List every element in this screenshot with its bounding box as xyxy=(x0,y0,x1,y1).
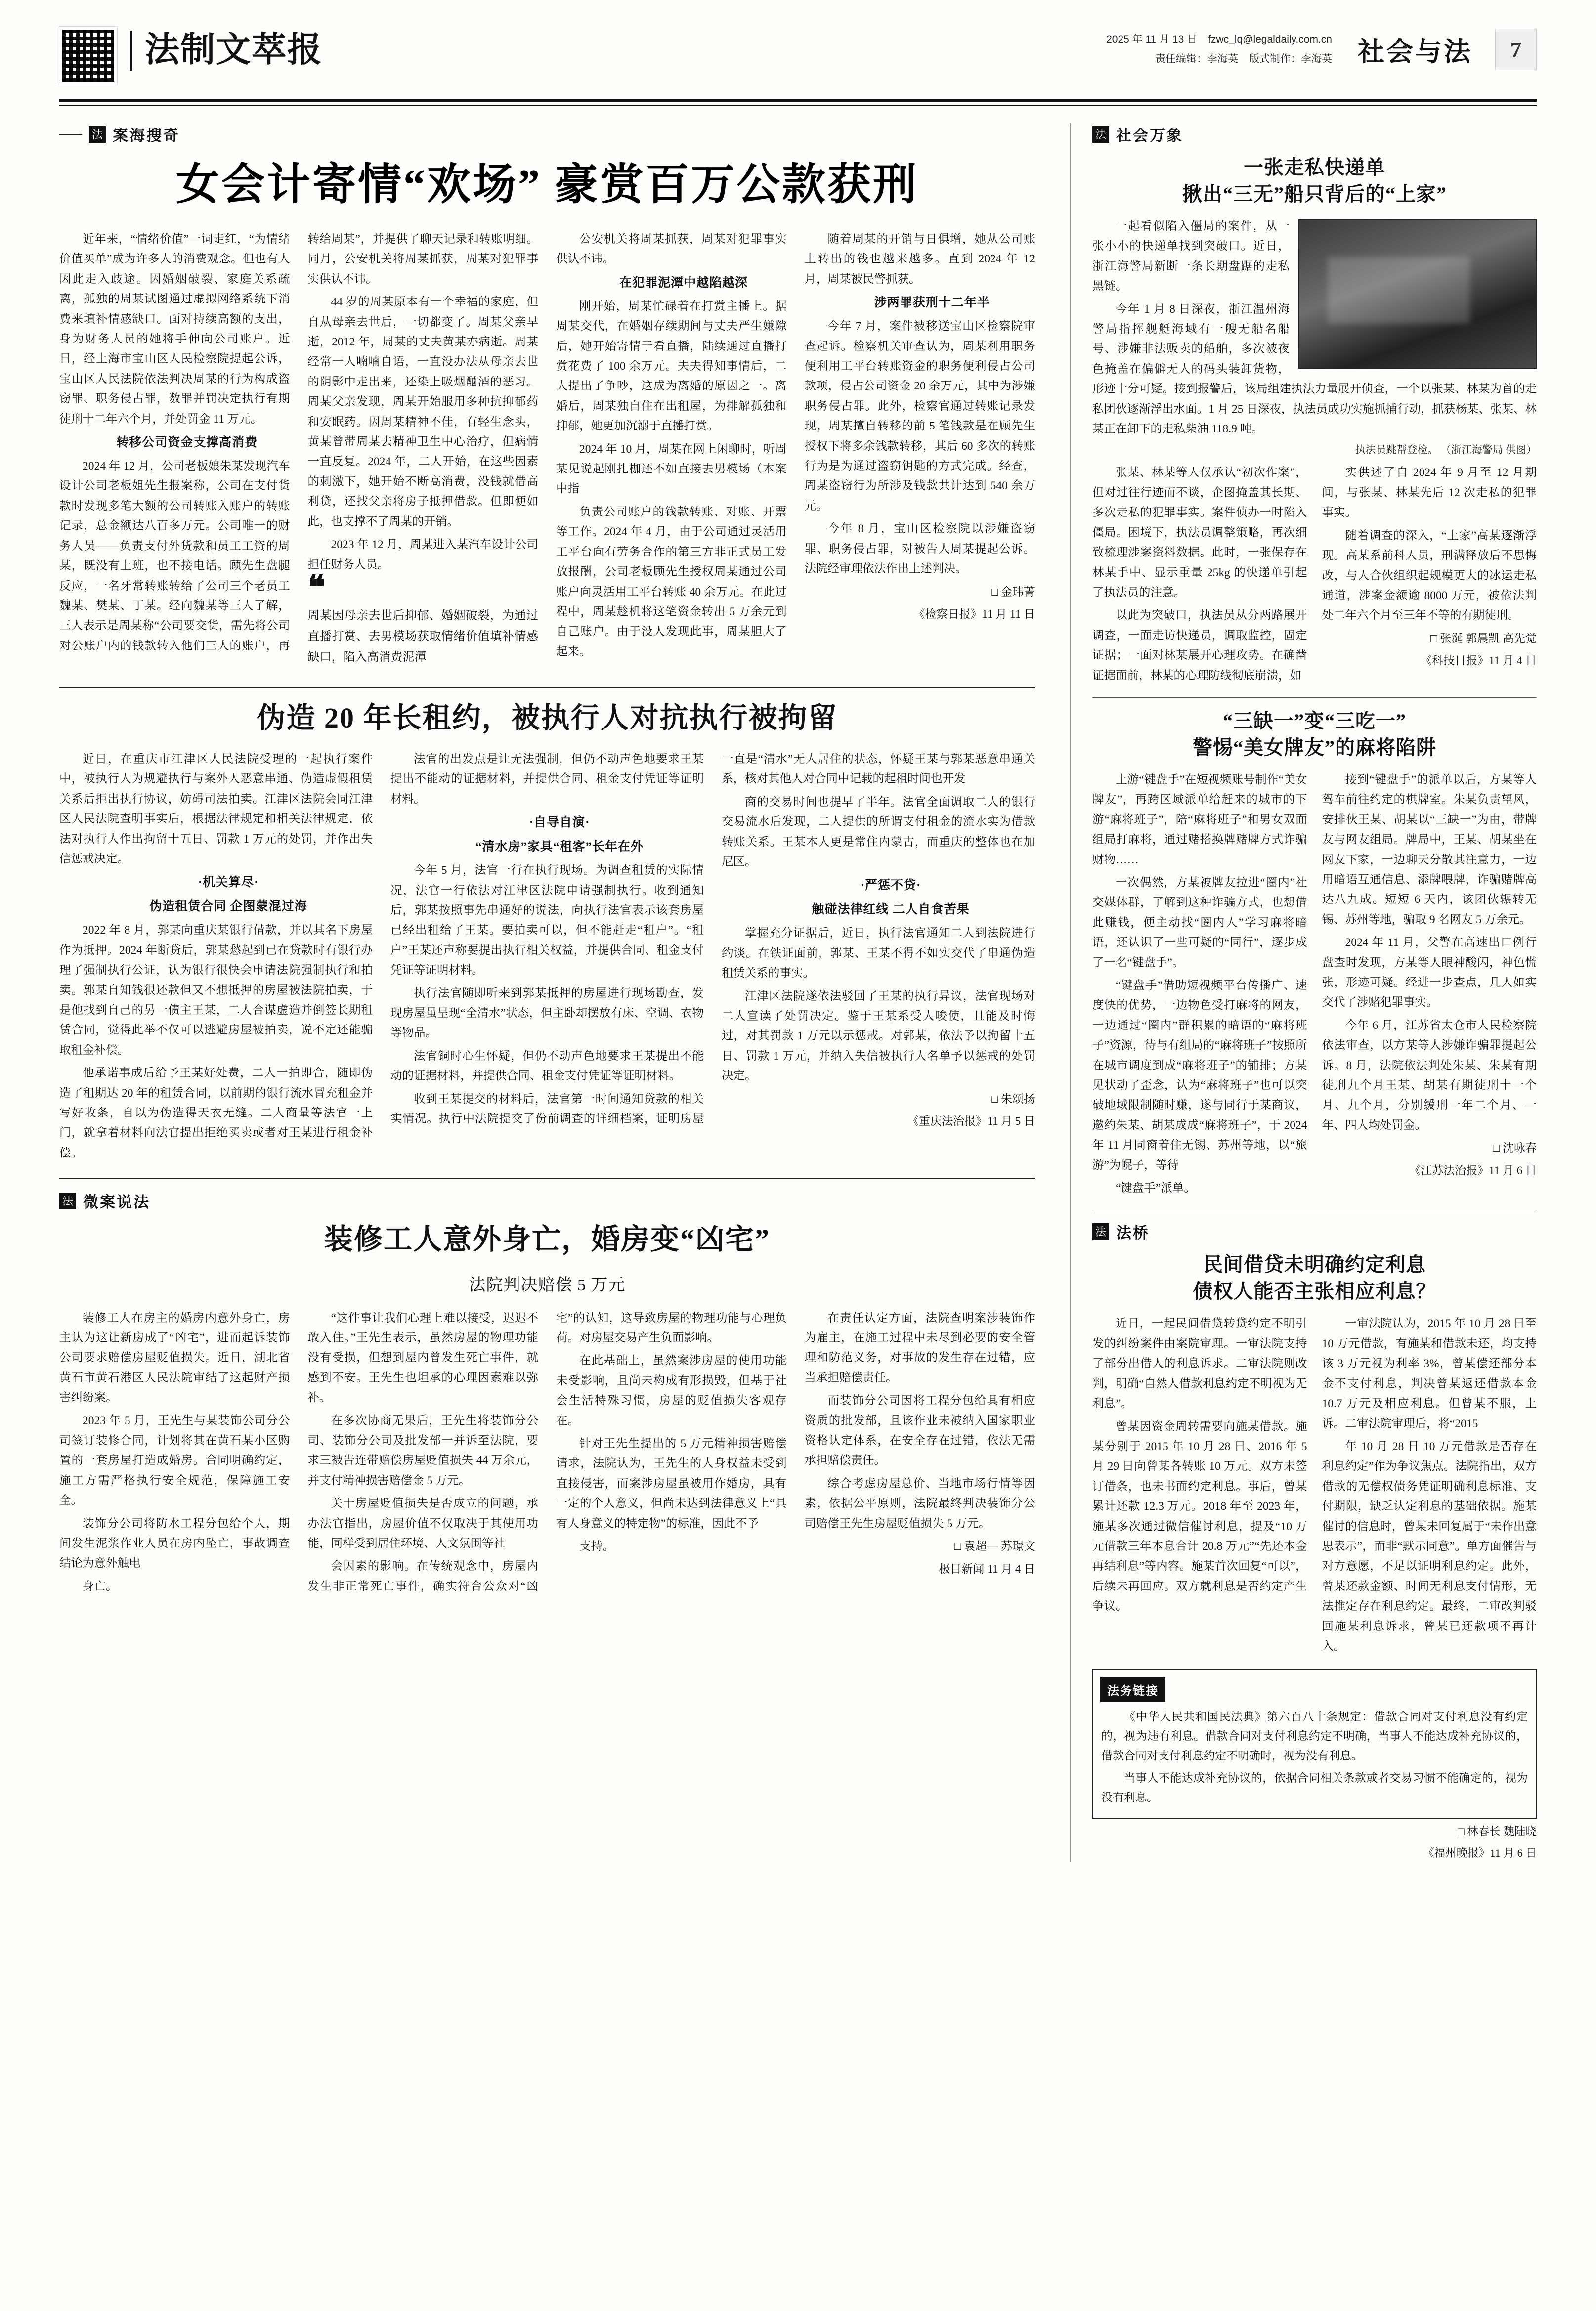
r-article1-byline-source: 《科技日报》11 月 4 日 xyxy=(1421,654,1537,667)
flag-badge-icon-2: 法 xyxy=(59,1193,76,1209)
masthead xyxy=(0,0,1596,99)
column-divider xyxy=(1070,123,1071,1862)
law-link-box xyxy=(1092,1669,1537,1818)
r-article1-byline-author: □ 张涎 郭晨凯 高先觉 xyxy=(1430,632,1537,644)
paragraph: 商的交易时间也提早了半年。法官全面调取二人的银行交易流水后发现，二人提供的所谓支付租金的流水实为借款转账关系。王某本人更是常住内蒙古，而重庆的整体也在加尼区。 xyxy=(722,795,1035,868)
paragraph: 装修工人在房主的婚房内意外身亡，房主认为这让新房成了“凶宅”，进而起诉装饰公司要求赔偿房屋贬值损失。近日，湖北省黄石市黄石港区人民法院审结了这起财产损害纠纷案。 xyxy=(59,1311,290,1405)
article1-subhead-2: 在犯罪泥潭中越陷越深 xyxy=(619,276,748,290)
flag-label-3: 社会万象 xyxy=(1116,127,1183,144)
right-column xyxy=(1082,123,1537,1862)
article2-byline-source: 《重庆法治报》11 月 5 日 xyxy=(907,1115,1035,1128)
paragraph: 一起看似陷入僵局的案件，从一张小小的快递单找到突破口。近日，浙江海警局新断一条长期盘踞的走私黑链。 xyxy=(1092,220,1290,293)
r-article2-byline-author: □ 沈咏春 xyxy=(1493,1142,1537,1155)
paragraph: 一审法院认为，2015 年 10 月 28 日至 10 万元借款，有施某和借款未还，均支持该 3 万元视为利率 3%，曾某偿还部分本金不支付利息，判决曾某返还借款本金 10.7 万元及相应利息。但曾某不服，上诉。二审法院审理后，将“2015 xyxy=(1322,1317,1537,1430)
paragraph: 当事人不能达成补充协议的，依据合同相关条款或者交易习惯不能确定的，视为没有利息。 xyxy=(1101,1771,1528,1803)
paragraph: 一次偶然，方某被牌友拉进“圈内”社交媒体群，了解到这种诈骗方式，也想借此赚钱，便主动找“圈内人”学习麻将暗语，还认识了一些可疑的“同行”，逐步成了一名“键盘手”。 xyxy=(1092,876,1307,969)
paragraph: 年 10 月 28 日 10 万元借款是否存在利息约定”作为争议焦点。法院指出，双方借款的无偿权债务凭证明确利息标准、支付期限，缺乏认定利息的基础依据。施某催讨的信息时，曾某未回复属于“未作出意思表示”，而非“默示同意”。单方面催告与对方意愿，不足以证明利息约定。此外，曾某还款金额、时间无利息支付情形，无法推定存在利息约定。最终，二审改判驳回施某利息诉求，曾某已还款项不再计入。 xyxy=(1322,1440,1537,1653)
paragraph: 44 岁的周某原本有一个幸福的家庭，但自从母亲去世后，一切都变了。周某父亲早逝，2012 年，周某的丈夫黄某亦病逝。周某经常一人喃喃自语，一直没办法从母亲去世的阴影中走出来，还染上吸烟酗酒的恶习。周某父亲发现，周某开始服用多种抗抑郁药和安眠药。因周某精神不佳，有轻生念头，黄某曾带周某去精神卫生中心治疗，但病情一直反复。2024 年，二人开始，在这些因素的刺激下，她开始不断高消费，没钱就借高利贷，还找父亲将房子抵押借款。但即便如此，也支撑不了周某的开销。 xyxy=(307,296,538,528)
paragraph: 随着调查的深入，“上家”高某逐渐浮现。高某系前科人员，刑满释放后不思悔改，与人合伙组织起规模更大的冰运走私通道，涉案金额逾 8000 万元，被依法判处二年六个月至三年不等的有期徒刑。 xyxy=(1322,529,1537,622)
photo-caption-text: 执法员跳帮登检。 xyxy=(1355,444,1438,456)
article1-pullquote xyxy=(307,569,539,673)
page-body xyxy=(0,106,1596,1882)
article2-subhead-2a: ·自导自演· xyxy=(529,816,590,830)
r-article-divider-1 xyxy=(1092,697,1537,698)
article3-byline-source: 极目新闻 11 月 4 日 xyxy=(939,1562,1035,1575)
paragraph: 今年 1 月 8 日深夜，浙江温州海警局指挥舰艇海域有一艘无船名船号、涉嫌非法贩卖的船舶，多次被夜色掩盖在偏僻无人的码头装卸货物，形迹十分可疑。接到报警后，该局组建执法力量展开侦查，一个以张某、林某为首的走私团伙逐渐浮出水面。1 月 25 日深夜，执法员成功实施抓捕行动，抓获杨某、张某、林某正在卸下的走私柴油 118.9 吨。 xyxy=(1092,302,1537,436)
paragraph: 公安机关将周某抓获，周某对犯罪事实供认不讳。 xyxy=(556,233,787,266)
flag-dash-icon xyxy=(59,134,82,135)
quote-mark-icon: ❝ xyxy=(307,569,326,605)
r-article3-headline xyxy=(1092,1251,1537,1305)
paragraph: 今年 7 月，案件被移送宝山区检察院审查起诉。检察机关审查认为，周某利用职务便利用工平台转账资金的职务便利侵占公司款项，侵占公司资金 20 余万元，其中为涉嫌职务侵占罪。此外，检察官通过转账记录发现，周某擅自转移的前 5 笔钱款是在顾先生授权下将多余钱款转移，其后 60 多次的转账行为是为通过盗窃钥匙的方式完成。经查，周某盗窃行为所涉及钱款共计达到 540 余万元。 xyxy=(804,320,1035,513)
flag-label: 案海搜奇 xyxy=(113,127,180,144)
law-link-box-title: 法务链接 xyxy=(1100,1677,1165,1702)
paragraph: 刚开始，周某忙碌着在打赏主播上。据周某交代，在婚姻存续期间与丈夫严生嫌隙后，她开始寄情于看直播，陆续通过直播打赏花费了 100 余万元。夫夫得知事情后，二人提出了争吵，这成为离婚的原因之一。离婚后，周某独自住在出租屋，为排解孤独和抑郁，她更加沉溺于直播打赏。 xyxy=(556,300,787,433)
paragraph: 近日，一起民间借贷转贷约定不明引发的纠纷案件由案院审理。一审法院支持了部分出借人的利息诉求。二审法院则改判，明确“自然人借款利息约定不明视为无利息”。 xyxy=(1092,1317,1307,1411)
r-article3-byline-source: 《福州晚报》11 月 6 日 xyxy=(1423,1846,1537,1859)
paragraph: 在责任认定方面，法院查明案涉装饰作为雇主，在施工过程中未尽到必要的安全管理和防范义务，对事故的发生存在过错，应当承担赔偿责任。 xyxy=(804,1311,1035,1384)
paragraph: 身亡。 xyxy=(83,1580,118,1593)
issue-date: 2025 年 11 月 13 日 xyxy=(1106,34,1198,45)
article1-subhead-1: 转移公司资金支撑高消费 xyxy=(116,436,258,450)
masthead-meta-group xyxy=(1106,29,1537,70)
article1-body xyxy=(59,229,1035,673)
paragraph: “键盘手”派单。 xyxy=(1116,1182,1196,1195)
paragraph: 掌握充分证据后，近日，执行法官通知二人到法院进行约谈。在铁证面前，郭某、王某不得不如实交代了串通伪造租赁关系的事实。 xyxy=(722,927,1035,980)
article-divider-2 xyxy=(59,1178,1035,1179)
article1-byline-author: □ 金玮菁 xyxy=(991,585,1035,598)
paragraph: 实供述了自 2024 年 9 月至 12 月期间，与张某、林某先后 12 次走私的犯罪事实。 xyxy=(1322,466,1537,519)
r-article1-headline xyxy=(1092,154,1537,208)
article1-byline-source: 《检察日报》11 月 11 日 xyxy=(913,608,1035,621)
paragraph: 2022 年 8 月，郭某向重庆某银行借款，并以其名下房屋作为抵押。2024 年断贷后，郭某愁起到已在贷款时有银行办理了强制执行公证，认为银行很快会申请法院强制执行和拍卖。郭某自知钱很还款但又不想抵押的房屋被法院拍卖，于是他找到自己的另一债主王某，二人合谋虚造并倒签长期租赁合同，觉得此举不仅可以逃避房屋被拍卖，说不定还能骗取租金补偿。 xyxy=(59,924,373,1057)
article2-byline-author: □ 朱颂扬 xyxy=(991,1092,1035,1105)
paragraph: 2024 年 11 月，父警在高速出口例行盘查时发现，方某等人眼神酸闪，神色慌张，形迹可疑。经进一步查点，几人如实交代了涉赌犯罪事实。 xyxy=(1322,936,1537,1009)
paragraph: 法官的出发点是让无法强制，但仍不动声色地要求王某提出不能动的证据材料，并提供合同、租金支付凭证等证明材料。 xyxy=(390,752,704,806)
r-article1-body-top xyxy=(1092,216,1537,439)
paragraph: 张某、林某等人仅承认“初次作案”，但对过往行迹而不谈，企图掩盖其长期、多次走私的犯罪事实。案件侦办一时陷入僵局。困境下，执法员调整策略，再次细致梳理涉案资料数据。此时，一张保存在林某手中、显示重量 25kg 的快递单引起了执法员的注意。 xyxy=(1092,466,1307,599)
r-article1-headline-line2: 揪出“三无”船只背后的“上家” xyxy=(1182,183,1447,205)
flag-badge-icon-4: 法 xyxy=(1092,1223,1109,1240)
r-article3-headline-line1: 民间借贷未明确约定利息 xyxy=(1203,1253,1426,1276)
designer-credit: 版式制作：李海英 xyxy=(1249,53,1332,65)
flag-badge-icon-3: 法 xyxy=(1092,126,1109,143)
article1-subhead-3: 涉两罪获刑十二年半 xyxy=(874,296,990,310)
article2-subhead-1b: 伪造租赁合同 企图蒙混过海 xyxy=(149,900,307,914)
masthead-rule-thick xyxy=(59,99,1537,102)
flag-badge-icon: 法 xyxy=(89,126,106,143)
article-divider xyxy=(59,687,1035,688)
article3-headline: 装修工人意外身亡，婚房变“凶宅” xyxy=(324,1223,770,1256)
article2-headline: 伪造 20 年长租约，被执行人对抗执行被拘留 xyxy=(257,701,838,734)
r-article2-headline-line2: 警惕“美女牌友”的麻将陷阱 xyxy=(1193,736,1436,759)
section-flag-weianshuofa xyxy=(59,1190,1035,1212)
article3-subhead: 法院判决赔偿 5 万元 xyxy=(469,1276,626,1294)
paragraph: 2024 年 10 月，周某在网上闲聊时，听周某见说起刚扎枷还不如直接去男模场（本案中指 xyxy=(556,442,787,496)
law-link-box-body xyxy=(1093,1707,1536,1817)
news-photo xyxy=(1298,219,1537,369)
paragraph: 在多次协商无果后，王先生将装饰分公司、装饰分公司及批发部一并诉至法院，要求三被告连带赔偿房屋贬值损失 44 万余元，并支付精神损害赔偿金 5 万元。 xyxy=(307,1414,538,1487)
article2-subhead-1a: ·机关算尽· xyxy=(198,876,259,890)
paragraph: 2023 年 12 月，周某进入某汽车设计公司担任财务人员。 xyxy=(307,538,538,571)
photo-credit: （浙江海警局 供图） xyxy=(1440,444,1537,456)
qr-code-icon xyxy=(59,27,117,85)
r-article2-headline xyxy=(1092,708,1537,761)
paragraph: 法官铜时心生怀疑，但仍不动声色地要求王某提出不能动的证据材料，并提供合同、租金支付凭证等证明材料。 xyxy=(390,1049,704,1083)
paragraph: 负责公司账户的钱款转账、对账、开票等工作。2024 年 4 月，由于公司通过灵活用工平台向有劳务合作的第三方非正式员工发放报酬，公司老板顾先生授权周某通过公司账户向灵活用工平台转账 40 余万元。在此过程中，周某趁机将这笔资金转出 5 万余元到自己账户。由于没人发现此事，周某胆大了起来。 xyxy=(556,505,787,658)
paragraph: 针对王先生提出的 5 万元精神损害赔偿请求，法院认为，王先生的人身权益未受到直接侵害，而案涉房屋虽被用作婚房，具有一定的个人意义，但尚未达到法律意义上“具有人身意义的特定物”的标准，因此不予 xyxy=(556,1437,787,1530)
paragraph: 关于房屋贬值损失是否成立的问题，承办法官指出，房屋价值不仅取决于其使用功能，同样受到居住环境、人文氛围等社 xyxy=(307,1497,538,1550)
paragraph: 曾某因资金周转需要向施某借款。施某分别于 2015 年 10 月 28 日、2016 年 5 月 29 日向曾某各转账 10 万元。双方未签订借条，也未书面约定利息。事后，曾某累计还款 12.3 万元。2018 年至 2023 年，施某多次通过微信催讨利息，提及“10 万元借款三年本息合计 20.8 万元”“先还本金再结利息”等内容。施某首次回复“可以”，后续未再回应。双方就利息是否约定产生争议。 xyxy=(1092,1420,1307,1613)
paragraph: 而装饰分公司因将工程分包给具有相应资质的批发部，且该作业未被纳入国家职业资格认定体系，在安全存在过错，依法无需承担赔偿责任。 xyxy=(804,1394,1035,1467)
paragraph: 2023 年 5 月，王先生与某装饰公司分公司签订装修合同，计划将其在黄石某小区购置的一套房屋打造成婚房。合同明确约定，施工方需严格执行安全规范，保障施工安全。 xyxy=(59,1414,290,1507)
r-article3-body xyxy=(1092,1314,1537,1656)
r-article3-headline-line2: 债权人能否主张相应利息？ xyxy=(1193,1280,1436,1303)
paragraph: 装饰分公司将防水工程分包给个人，期间发生泥浆作业人员在房内坠亡，事故调查结论为意外触电 xyxy=(59,1517,290,1570)
article1-headline: 女会计寄情“欢场” 豪赏百万公款获刑 xyxy=(175,161,918,209)
r-article2-byline-source: 《江苏法治报》11 月 6 日 xyxy=(1409,1164,1537,1177)
article2-subhead-3a: ·严惩不贷· xyxy=(860,879,921,893)
editor-credit: 责任编辑：李海英 xyxy=(1155,53,1238,65)
article2-subhead-2b: “清水房”家具“租客”长年在外 xyxy=(475,840,644,854)
r-article2-headline-line1: “三缺一”变“三吃一” xyxy=(1223,709,1406,732)
contact-email: fzwc_lq@legaldaily.com.cn xyxy=(1208,34,1332,45)
paragraph: 上游“键盘手”在短视频账号制作“美女牌友”，再跨区域派单给赶来的城市的下游“麻将班子”，陪“麻将班子”和男女双面组局打麻将，通过赌搭换牌赌牌方式诈骗财物…… xyxy=(1092,773,1307,866)
article3-byline-author: □ 袁超— 苏璟文 xyxy=(954,1540,1035,1553)
section-title: 社会与法 xyxy=(1358,37,1472,67)
paragraph: 会因素的影响。在传统观念中，房屋内发生非正常死亡事件，确实符合公众对“凶宅”的认知，这导致房屋的物理功能与心理负荷。对房屋交易产生负面影响。 xyxy=(307,1311,787,1593)
photo-caption xyxy=(1092,442,1537,457)
r-article1-headline-line1: 一张走私快递单 xyxy=(1244,156,1385,178)
paragraph: 近年来，“情绪价值”一词走红，“为情绪价值买单”成为许多人的消费观念。但也有人因此走入歧途。因婚姻破裂、家庭关系疏离，孤独的周某试图通过虚拟网络系统下消费来填补情感缺口。面对持续高额的支出，身为财务人员的她将手伸向公司账户。近日，经上海市宝山区人民检察院提起公诉，宝山区人民法院依法判决周某的行为构成盗窃罪、职务侵占罪，数罪并罚决定执行有期徒刑十二年六个月，并处罚金 11 万元。 xyxy=(59,233,290,426)
article3-body xyxy=(59,1308,1035,1597)
paragraph: “这件事让我们心理上难以接受，迟迟不敢入住。”王先生表示，虽然房屋的物理功能没有受损，但想到屋内曾发生死亡事件，就感到不安。王先生也坦承的心理因素难以弥补。 xyxy=(307,1311,538,1405)
paper-title: 法制文萃报 xyxy=(130,31,323,71)
left-column xyxy=(59,123,1058,1862)
r-article3-byline-author: □ 林春长 魏陆晓 xyxy=(1458,1825,1537,1838)
section-flag-shehuiwanxiang xyxy=(1092,123,1537,145)
paragraph: 《中华人民共和国民法典》第六百八十条规定：借款合同对支付利息没有约定的，视为违有利息。借款合同对支付利息约定不明确，当事人不能达成补充协议的，借款合同对支付利息约定不明确时，视为没有利息。 xyxy=(1101,1711,1528,1762)
paragraph: 2024 年 12 月，公司老板娘朱某发现汽车设计公司老板姐先生报案称，公司在支付货款时发现多笔大额的公司转账入账户的转账记录，总金额达八百多万元。公司唯一的财务人员——负责支付外货款和员工工资的周某，既没有上班，也不接电话。顾先生盘腿反应，一名牙常转账转给了公司三个老员工魏某、樊某、丁某。经向魏某等三人了解，三人表示是周某称“公司要交货，需先将公司对公账户内的钱款转入他们三人的账户，再转给周某”，并提供了聊天记录和转账明细。同月，公安机关将周某抓获，周某对犯罪事实供认不讳。 xyxy=(59,233,538,652)
paragraph: 江津区法院遂依法驳回了王某的执行异议，法官现场对二人宣读了处罚决定。鉴于王某系受人唆使，且能及时悔过，对其罚款 1 万元以示惩戒。对郭某，依法予以拘留十五日、罚款 1 万元，并纳入失信被执行人名单予以惩戒的处罚决定。 xyxy=(722,989,1035,1083)
flag-label-4: 法桥 xyxy=(1116,1224,1150,1242)
paragraph: 随着周某的开销与日俱增，她从公司账上转出的钱也越来越多。直到 2024 年 12 月，周某被民警抓获。 xyxy=(804,233,1035,286)
section-flag-faqiao xyxy=(1092,1220,1537,1242)
r-article2-body xyxy=(1092,770,1537,1198)
page-number: 7 xyxy=(1495,29,1537,70)
paragraph: 综合考虑房屋总价、当地市场行情等因素，依据公平原则，法院最终判决装饰分公司赔偿王先生房屋贬值损失 5 万元。 xyxy=(804,1477,1035,1530)
r-article1-body xyxy=(1092,463,1537,685)
paragraph: 近日，在重庆市江津区人民法院受理的一起执行案件中，被执行人为规避执行与案外人恶意串通、伪造虚假租赁关系后拒出执行协议，妨碍司法拍卖。江津区法院会同江津区人民法院查明事实后，根据法律规定和相关法律规定，依法对执行人作出拘留十五日、罚款 1 万元的处罚，并作出失信惩戒决定。 xyxy=(59,752,373,865)
article2-subhead-3b: 触碰法律红线 二人自食苦果 xyxy=(812,903,970,917)
paragraph: 接到“键盘手”的派单以后，方某等人驾车前往约定的棋牌室。朱某负责望风，安排伙王某、胡某以“三缺一”为由，带牌友与网友组局。牌局中，王某、胡某坐在网友下家，一边聊天分散其注意力，一边用暗语互通信息、添牌喂牌，诈骗赌牌高达八九成。短短 6 天内，该团伙辗转无锡、苏州等地，骗取 9 名网友 5 万余元。 xyxy=(1322,773,1537,926)
paragraph: 执行法官随即听来到郭某抵押的房屋进行现场勘查，发现房屋虽呈现“全清水”状态，但主卧却摆放有床、空调、衣物等物品。 xyxy=(390,986,704,1040)
masthead-meta xyxy=(1106,30,1332,69)
paragraph: 收到王某提交的材料后，法官第一时间通知贷款的相关实情况。执行中法院提交了份前调查的详细档案，证明房屋一直是“清水”无人居住的状态，怀疑王某与郭某恶意串通关系，核对其他人对合同中记载的起租时间也开发 xyxy=(390,752,1035,1125)
paragraph: 今年 5 月，法官一行在执行现场。为调查租赁的实际情况，法官一行依法对江津区法院申请强制执行。收到通知后，郭某按照事先串通好的说法，向执行法官表示该套房屋已经出租给了王某。要拍卖可以，但不能赶走“租户”。“租户”王某还声称要提出执行相关权益，并提供合同、租金支付凭证等证明材料。 xyxy=(390,864,704,977)
section-flag-anhaisouqi xyxy=(59,123,1035,145)
paragraph: 他承诺事成后给予王某好处费，二人一拍即合，随即伪造了租期达 20 年的租赁合同，以前期的银行流水冒充租金并写好收条，自以为伪造得天衣无缝。二人商量等法官一上门，就拿着材料向法官提出拒绝买卖或者对王某进行租金补偿。 xyxy=(59,1067,373,1159)
paragraph: 支持。 xyxy=(579,1540,614,1553)
paragraph: 以此为突破口，执法员从分两路展开调查，一面走访快递员，调取监控，固定证据；一面对林某展开心理攻势。在确凿证据面前，林某的心理防线彻底崩溃，如 xyxy=(1092,609,1307,682)
paragraph: 在此基础上，虽然案涉房屋的使用功能未受影响，且尚未构成有形损毁，但基于社会生活特殊习惯，房屋的贬值损失客观存在。 xyxy=(556,1354,787,1427)
paragraph: 今年 6 月，江苏省太仓市人民检察院依法审查，以方某等人涉嫌诈骗罪提起公诉。8 月，法院依法判处朱某、朱某有期徒刑九个月王某、胡某有期徒刑十一个月、九个月，分别缓刑一年二个月、一年、四人均处罚金。 xyxy=(1322,1019,1537,1132)
pullquote-text: 周某因母亲去世后抑郁、婚姻破裂，为通过直播打赏、去男模场获取情绪价值填补情感缺口，陷入高消费泥潭 xyxy=(307,609,538,664)
paragraph: 今年 8 月，宝山区检察院以涉嫌盗窃罪、职务侵占罪，对被告人周某提起公诉。法院经审理依法作出上述判决。 xyxy=(804,522,1035,576)
paragraph: “键盘手”借助短视频平台传播广、速度快的优势，一边物色受打麻将的网友，一边通过“圈内”群积累的暗语的“麻将班子”资源，待与有组局的“麻将班子”按照所在城市调度到成“麻将班子”的铺排；方某见状动了歪念，认为“麻将班子”也可以突破地域限制随时赚，遂与同行于某商议，邀约朱某、胡某成成“麻将班子”，于 2024 年 11 月同窗着住无锡、苏州等地，以“旅游”为幌子，等待 xyxy=(1092,979,1307,1172)
article2-body xyxy=(59,749,1035,1163)
flag-label-2: 微案说法 xyxy=(83,1194,150,1211)
